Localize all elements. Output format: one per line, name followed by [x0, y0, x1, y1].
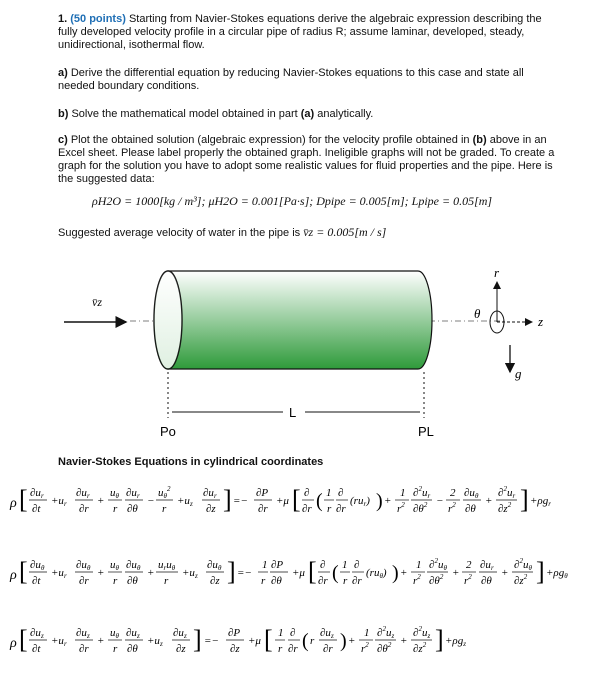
svg-text:∂ur: ∂ur — [203, 487, 217, 500]
part-b-ref: (a) — [300, 108, 315, 120]
svg-text:2: 2 — [450, 487, 456, 499]
svg-text:1: 1 — [342, 559, 348, 571]
svg-text:+: + — [501, 567, 509, 579]
svg-text:1: 1 — [364, 627, 370, 639]
svg-text:∂uθ: ∂uθ — [30, 559, 45, 572]
suggested-data-line: ρH2O = 1000[kg / m³]; μH2O = 0.001[Pa·s]; Dpipe = 0.005[m]; Lpipe = 0.05[m] — [92, 194, 493, 208]
svg-text:∂z: ∂z — [176, 643, 186, 655]
problem-intro: Starting from Navier-Stokes equations derive the algebraic expression describing the fully developed velocity profile in a circular pipe of radius R; assume laminar, developed, steady, unidirectional, isothermal flow. — [58, 13, 542, 51]
svg-text:1: 1 — [278, 627, 284, 639]
svg-text:∂r: ∂r — [79, 503, 89, 515]
svg-text:∂2uθ: ∂$^2$uθ — [429, 557, 447, 572]
svg-text:(ruθ): (ruθ) — [366, 567, 387, 580]
svg-text:∂r: ∂r — [352, 575, 362, 587]
svg-text:∂P: ∂P — [256, 487, 269, 499]
velocity-line — [58, 226, 558, 240]
svg-text:r: r — [162, 503, 167, 515]
svg-text:r: r — [113, 503, 118, 515]
svg-text:r: r — [310, 635, 315, 647]
svg-text:∂θ2: $\partial\theta^2$ — [413, 501, 428, 515]
ns-heading: Navier-Stokes Equations in cylindrical coordinates — [58, 456, 324, 468]
svg-text:∂θ: ∂θ — [465, 503, 476, 515]
velocity-value: v̄z = 0.005[m / s] — [303, 225, 387, 239]
svg-text:+uz: +uz — [177, 495, 193, 508]
svg-text:∂P: ∂P — [228, 627, 241, 639]
svg-text:+ρgz: +ρgz — [445, 635, 466, 648]
svg-text:∂: ∂ — [354, 559, 360, 571]
svg-text:∂: ∂ — [290, 627, 296, 639]
p0-label: Po — [160, 424, 176, 439]
svg-text:∂t: ∂t — [32, 643, 41, 655]
svg-text:r: r — [113, 575, 118, 587]
svg-text:(rur): (rur) — [350, 495, 370, 508]
z-label: z — [538, 314, 544, 329]
svg-text:r2: $r^2$ — [448, 501, 456, 515]
svg-text:∂uz: ∂uz — [173, 627, 187, 640]
svg-text:∂uz: ∂uz — [76, 627, 90, 640]
svg-text:∂r: ∂r — [258, 503, 268, 515]
svg-text:∂r: ∂r — [318, 575, 328, 587]
svg-text:2: 2 — [466, 559, 472, 571]
svg-text:r: r — [278, 643, 283, 655]
svg-text:−: − — [147, 495, 155, 507]
part-b-label: b) — [58, 108, 69, 120]
svg-text:+μ: +μ — [248, 635, 261, 647]
svg-text:uθ: uθ — [110, 627, 119, 640]
svg-text:∂r: ∂r — [79, 575, 89, 587]
svg-text:∂r: ∂r — [302, 503, 312, 515]
svg-text:+μ: +μ — [292, 567, 305, 579]
svg-text:∂ur: ∂ur — [480, 559, 494, 572]
part-c-ref: (b) — [472, 134, 487, 146]
svg-text:+μ: +μ — [276, 495, 289, 507]
svg-text:r2: $r^2$ — [413, 573, 421, 587]
svg-text:(: ( — [316, 490, 323, 512]
svg-text:[: [ — [292, 485, 301, 514]
svg-text:=−: =− — [233, 495, 248, 507]
svg-text:+ur: +ur — [51, 567, 67, 580]
svg-text:∂t: ∂t — [32, 503, 41, 515]
svg-text:1: 1 — [326, 487, 332, 499]
svg-text:∂uθ: ∂uθ — [76, 559, 91, 572]
problem-number: 1. — [58, 13, 68, 25]
svg-text:∂uθ: ∂uθ — [126, 559, 141, 572]
svg-text:+: + — [97, 495, 105, 507]
svg-text:]: ] — [520, 485, 529, 514]
svg-text:ρ: ρ — [10, 636, 17, 651]
svg-text:+uz: +uz — [147, 635, 163, 648]
points-badge: (50 points) — [70, 13, 126, 25]
part-b-tail: analytically. — [317, 108, 374, 120]
svg-text:r2: $r^2$ — [397, 501, 405, 515]
svg-text:∂r: ∂r — [323, 643, 333, 655]
svg-text:]: ] — [193, 625, 202, 654]
svg-text:∂r: ∂r — [336, 503, 346, 515]
pipe-inlet-shade — [154, 271, 182, 369]
svg-text:∂2ur: ∂$^2$ur — [413, 485, 431, 500]
theta-label: θ — [474, 306, 481, 321]
part-c-label: c) — [58, 134, 68, 146]
svg-text:uθ: uθ — [110, 487, 119, 500]
part-b-text: Solve the mathematical model obtained in part — [71, 108, 298, 120]
part-a — [58, 67, 558, 93]
svg-text:ρ: ρ — [10, 568, 17, 583]
svg-text:∂uθ: ∂uθ — [207, 559, 222, 572]
svg-text:[: [ — [264, 625, 273, 654]
svg-text:−: − — [436, 495, 444, 507]
svg-text:+ur: +ur — [51, 635, 67, 648]
svg-text:∂: ∂ — [320, 559, 326, 571]
svg-text:∂θ2: $\partial\theta^2$ — [429, 573, 444, 587]
svg-text:∂z: ∂z — [210, 575, 220, 587]
svg-text:∂: ∂ — [304, 487, 310, 499]
svg-text:∂uz: ∂uz — [30, 627, 44, 640]
svg-text:ρ: ρ — [10, 496, 17, 511]
svg-text:1: 1 — [400, 487, 406, 499]
svg-text:r2: $r^2$ — [464, 573, 472, 587]
g-label: g — [515, 366, 522, 381]
svg-text:+ρgr: +ρgr — [530, 495, 551, 508]
svg-text:uruθ: uruθ — [158, 559, 176, 572]
part-c — [58, 134, 558, 186]
svg-text:∂ur: ∂ur — [30, 487, 44, 500]
svg-text:∂2ur: ∂$^2$ur — [498, 485, 516, 500]
svg-text:∂P: ∂P — [271, 559, 284, 571]
pipe-body — [168, 271, 432, 369]
svg-text:(: ( — [302, 630, 309, 652]
svg-text:+ρgθ: +ρgθ — [546, 567, 568, 580]
svg-text:r2: $r^2$ — [361, 641, 369, 655]
svg-text:∂uz: ∂uz — [320, 627, 334, 640]
svg-text:+: + — [348, 635, 356, 647]
svg-text:+: + — [400, 567, 408, 579]
svg-text:=−: =− — [204, 635, 219, 647]
part-c-tail: above in an Excel sheet. Please label properly the obtained graph. Ineligible graphs will not be graded. To create a graph for the solution you have to adopt some realistic values for fluid properties and the pipe. Here is the suggested data: — [58, 134, 555, 185]
svg-text:r: r — [261, 575, 266, 587]
svg-text:]: ] — [536, 557, 545, 586]
svg-text:∂θ: ∂θ — [127, 503, 138, 515]
svg-text:∂uz: ∂uz — [126, 627, 140, 640]
svg-text:+: + — [485, 495, 493, 507]
svg-text:1: 1 — [262, 559, 268, 571]
problem-statement — [58, 13, 558, 52]
svg-text:∂θ: ∂θ — [127, 643, 138, 655]
svg-text:]: ] — [435, 625, 444, 654]
svg-text:∂z2: $\partial z^2$ — [514, 573, 528, 587]
svg-text:uθ2: $u\theta^2$ — [158, 485, 171, 500]
svg-text:∂r: ∂r — [288, 643, 298, 655]
svg-text:∂θ: ∂θ — [481, 575, 492, 587]
r-label: r — [494, 265, 500, 280]
vz-label: v̄z — [92, 295, 102, 309]
svg-text:∂θ: ∂θ — [127, 575, 138, 587]
svg-text:[: [ — [19, 625, 28, 654]
svg-text:+: + — [384, 495, 392, 507]
svg-text:r: r — [343, 575, 348, 587]
svg-text:∂z: ∂z — [206, 503, 216, 515]
coordinate-system — [474, 265, 543, 381]
svg-text:∂θ2: $\partial\theta^2$ — [377, 641, 392, 655]
part-a-label: a) — [58, 67, 68, 79]
svg-text:=−: =− — [237, 567, 252, 579]
svg-text:∂z2: $\partial z^2$ — [413, 641, 427, 655]
part-b — [58, 108, 558, 121]
svg-text:[: [ — [19, 485, 28, 514]
ns-z-equation — [0, 620, 595, 666]
velocity-prefix: Suggested average velocity of water in the pipe is — [58, 227, 301, 239]
svg-text:): ) — [392, 562, 399, 584]
ns-r-equation — [0, 480, 595, 526]
svg-text:): ) — [340, 630, 347, 652]
svg-text:∂θ: ∂θ — [271, 575, 282, 587]
svg-text:r: r — [164, 575, 169, 587]
svg-text:+: + — [147, 567, 155, 579]
svg-text:]: ] — [223, 485, 232, 514]
svg-text:∂z2: $\partial z^2$ — [498, 501, 512, 515]
part-c-text: Plot the obtained solution (algebraic expression) for the velocity profile obtained in — [70, 134, 470, 146]
svg-text:1: 1 — [416, 559, 422, 571]
svg-text:∂z: ∂z — [230, 643, 240, 655]
svg-text:∂2uθ: ∂$^2$uθ — [514, 557, 532, 572]
length-label: L — [289, 405, 297, 420]
ns-theta-equation — [0, 552, 595, 598]
svg-text:∂t: ∂t — [32, 575, 41, 587]
svg-text:∂ur: ∂ur — [76, 487, 90, 500]
svg-text:+uz: +uz — [182, 567, 198, 580]
svg-text:∂: ∂ — [338, 487, 344, 499]
svg-text:∂2uz: ∂$^2$uz — [413, 625, 431, 640]
svg-text:+: + — [97, 567, 105, 579]
svg-text:r: r — [113, 643, 118, 655]
svg-text:r: r — [327, 503, 332, 515]
svg-text:[: [ — [19, 557, 28, 586]
svg-text:+ur: +ur — [51, 495, 67, 508]
svg-text:∂r: ∂r — [79, 643, 89, 655]
svg-text:∂ur: ∂ur — [126, 487, 140, 500]
pl-label: PL — [418, 424, 434, 439]
svg-text:∂uθ: ∂uθ — [464, 487, 479, 500]
svg-text:): ) — [376, 490, 383, 512]
svg-text:(: ( — [332, 562, 339, 584]
svg-text:[: [ — [308, 557, 317, 586]
svg-text:uθ: uθ — [110, 559, 119, 572]
pipe-figure — [0, 250, 595, 450]
svg-text:+: + — [400, 635, 408, 647]
part-a-text: Derive the differential equation by reducing Navier-Stokes equations to this case and state all needed boundary conditions. — [58, 67, 524, 92]
svg-text:+: + — [452, 567, 460, 579]
svg-text:+: + — [97, 635, 105, 647]
svg-text:]: ] — [227, 557, 236, 586]
svg-text:∂2uz: ∂$^2$uz — [377, 625, 395, 640]
